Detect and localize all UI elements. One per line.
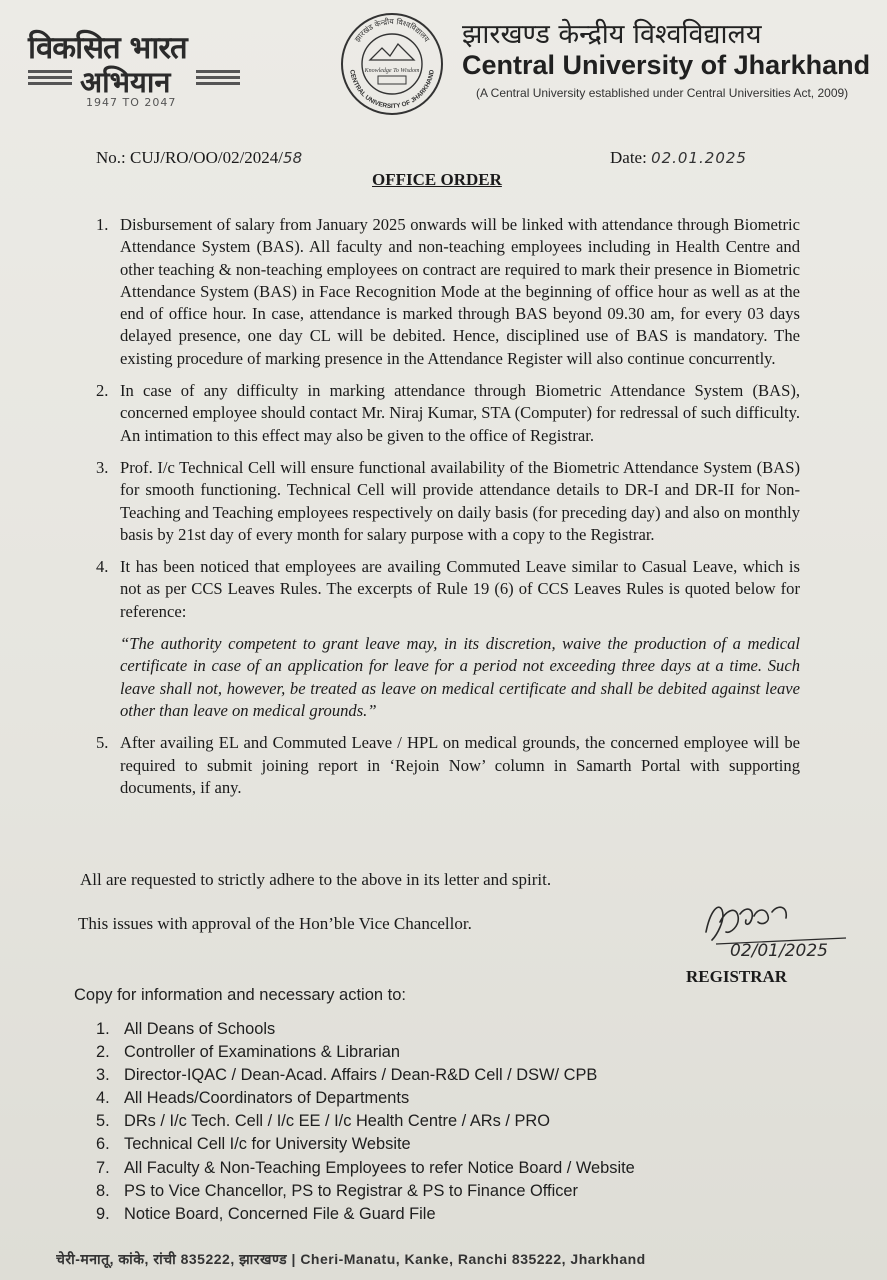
item-number: 1.: [96, 215, 109, 234]
list-item-text: All Heads/Coordinators of Departments: [124, 1089, 410, 1108]
signatory-title: REGISTRAR: [686, 967, 788, 986]
item-number: 5.: [96, 733, 109, 753]
order-item: [88, 380, 800, 447]
seal-top-text: झारखंड केन्द्रीय विश्वविद्यालय: [352, 16, 432, 44]
viksit-bharat-logo: [28, 26, 240, 116]
list-item-number: 4.: [96, 1089, 110, 1108]
item-text: After availing EL and Commuted Leave / HPL on medical grounds, the concerned employee will be required to submit joining report in ‘Rejoin Now’ column in Samarth Portal with supporting documents, if any.: [120, 733, 800, 797]
list-item-text: PS to Vice Chancellor, PS to Registrar & PS to Finance Officer: [124, 1181, 578, 1200]
page-title: OFFICE ORDER: [372, 170, 502, 189]
item-text: In case of any difficulty in marking attendance through Biometric Attendance System (BAS), concerned employee should contact Mr. Niraj Kumar, STA (Computer) for redressal of such difficulty. An intimation to this effect may also be given to the office of Registrar.: [120, 381, 800, 445]
signature-icon: [696, 892, 864, 962]
list-item: [96, 1041, 635, 1064]
copy-to-heading: Copy for information and necessary action to:: [74, 986, 407, 1004]
list-item-number: 9.: [96, 1204, 110, 1223]
list-item-text: Notice Board, Concerned File & Guard File: [124, 1204, 436, 1223]
signature-date: 02/01/2025: [730, 941, 828, 961]
university-name-hindi: झारखण्ड केन्द्रीय विश्वविद्यालय: [462, 19, 762, 50]
list-item: [96, 1018, 635, 1041]
list-item: [96, 1064, 635, 1087]
reference-number-handwritten: 58: [283, 149, 303, 167]
list-item-text: All Faculty & Non-Teaching Employees to refer Notice Board / Website: [124, 1158, 635, 1177]
list-item-number: 6.: [96, 1135, 110, 1154]
list-item-text: Controller of Examinations & Librarian: [124, 1043, 401, 1062]
campaign-years: 1947 TO 2047: [86, 96, 177, 109]
list-item: [96, 1180, 635, 1203]
svg-text:झारखंड केन्द्रीय विश्वविद्यालय: [353, 17, 432, 44]
reference-number: [96, 148, 302, 168]
reference-number-prefix: No.: CUJ/RO/OO/02/2024/: [96, 148, 284, 167]
date-handwritten: 02.01.2025: [651, 149, 747, 167]
university-subtitle: (A Central University established under Central Universities Act, 2009): [476, 86, 849, 100]
list-item-text: All Deans of Schools: [124, 1020, 276, 1038]
seal-motto: Knowledge To Wisdom: [364, 68, 420, 74]
order-item: [88, 732, 800, 799]
item-text: Prof. I/c Technical Cell will ensure functional availability of the Biometric Attendance System (BAS) for smooth functioning. Technical Cell will provide attendance details to DR-I and DR-II for Non-Teaching and Teaching employees respectively on daily basis (for preceding day) and also on monthly basis by 21st day of every month for salary purpose with a copy to the Registrar.: [120, 457, 800, 544]
order-item: [88, 214, 800, 370]
adhere-statement: All are requested to strictly adhere to the above in its letter and spirit.: [80, 870, 552, 889]
date-label: Date:: [610, 148, 647, 167]
logo-stripes-left: [28, 70, 72, 86]
list-item-text: Director-IQAC / Dean-Acad. Affairs / Dean-R&D Cell / DSW/ CPB: [124, 1066, 598, 1085]
footer-address: चेरी-मनातू, कांके, रांची 835222, झारखण्ड | Cheri-Manatu, Kanke, Ranchi 835222, Jharkhand: [56, 1251, 646, 1267]
list-item: [96, 1110, 635, 1133]
item-text: Disbursement of salary from January 2025 onwards will be linked with attendance through Biometric Attendance System (BAS). All faculty and non-teaching employees including in Health Centre and other teaching & non-teaching employees on contract are required to mark their presence in Biometric Attendance System (BAS) in Face Recognition Mode at the beginning of office hour as well as at the end of office hour. In case, attendance is marked through BAS beyond 09.30 am, for every 03 days delayed presence, one day CL will be debited. Hence, disciplined use of BAS is mandatory. The existing procedure of marking presence in the Attendance Register will also continue concurrently.: [120, 215, 800, 368]
university-name-english: Central University of Jharkhand: [462, 50, 871, 80]
list-item-number: 5.: [96, 1112, 110, 1131]
list-item-number: 3.: [96, 1066, 110, 1085]
list-item: [96, 1087, 635, 1110]
item-text: It has been noticed that employees are availing Commuted Leave similar to Casual Leave, which is not as per CCS Leaves Rules. The excerpts of Rule 19 (6) of CCS Leaves Rules is quoted below for reference:: [120, 557, 800, 621]
list-item: [96, 1157, 635, 1180]
campaign-line2: अभियान: [80, 65, 171, 99]
order-item: [88, 556, 800, 722]
list-item-number: 8.: [96, 1181, 110, 1200]
campaign-line1: विकसित भारत: [28, 30, 187, 66]
order-items: [88, 214, 800, 809]
list-item-number: 2.: [96, 1043, 110, 1062]
item-number: 2.: [96, 381, 109, 401]
list-item: [96, 1133, 635, 1156]
order-date: [610, 148, 747, 168]
list-item-text: Technical Cell I/c for University Website: [124, 1135, 411, 1154]
logo-stripes-right: [196, 70, 240, 86]
list-item-text: DRs / I/c Tech. Cell / I/c EE / I/c Health Centre / ARs / PRO: [124, 1112, 550, 1131]
approval-statement: This issues with approval of the Hon’ble Vice Chancellor.: [78, 914, 472, 933]
order-item: [88, 457, 800, 546]
list-item-number: 1.: [96, 1020, 110, 1038]
university-seal-icon: [338, 12, 446, 116]
rule-quote: “The authority competent to grant leave may, in its discretion, waive the production of a medical certificate in case of an application for leave for a period not exceeding three days at a time. Such leave shall not, however, be treated as leave on medical certificate and shall be debited against leave other than leave on medical grounds.”: [120, 634, 800, 720]
list-item-number: 7.: [96, 1158, 110, 1177]
copy-to-list: [96, 1018, 635, 1226]
item-number: 3.: [96, 457, 109, 477]
item-number: 4.: [96, 557, 109, 577]
list-item: [96, 1203, 635, 1226]
seal-bottom-text: CENTRAL UNIVERSITY OF JHARKHAND: [348, 69, 436, 111]
